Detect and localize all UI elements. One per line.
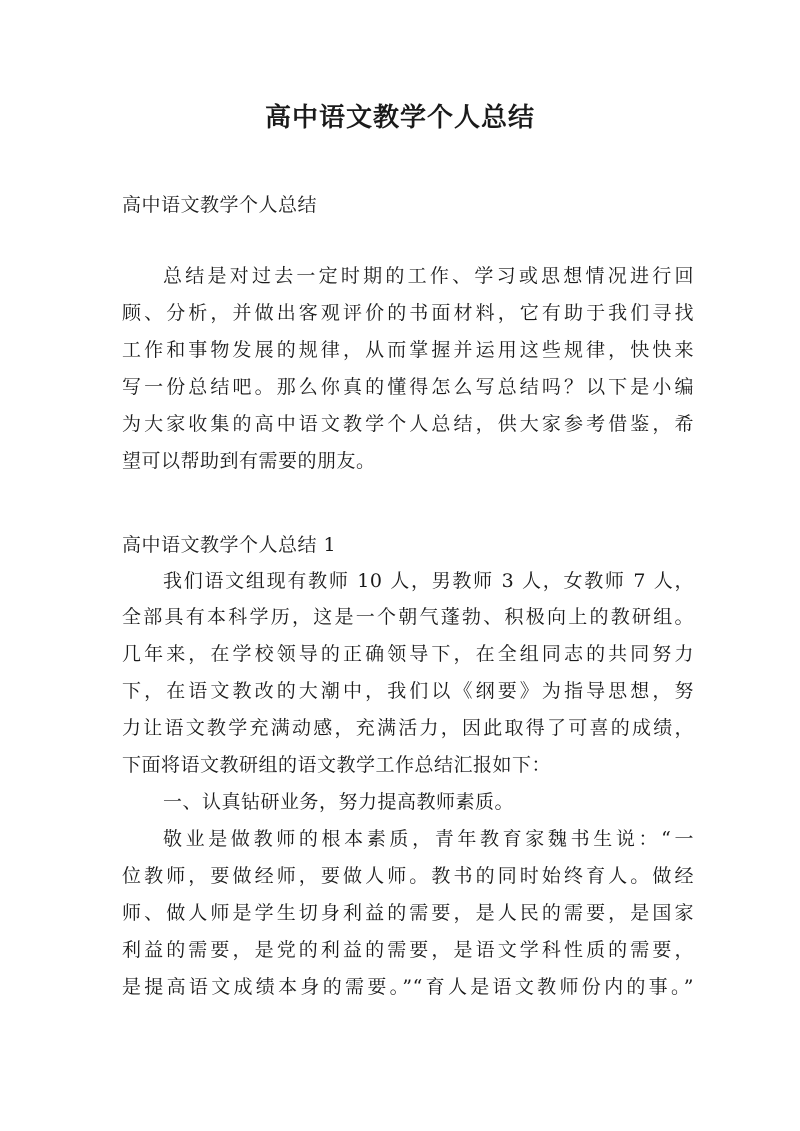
section-paragraph-line: 下面将语文教研组的语文教学工作总结汇报如下： — [122, 754, 552, 776]
point-paragraph-line: 是提高语文成绩本身的需要。”“育人是语文教师份内的事。” — [122, 976, 694, 998]
section-paragraph-line: 我们语文组现有教师 10 人，男教师 3 人，女教师 7 人， — [163, 570, 694, 592]
intro-line: 顾、分析，并做出客观评价的书面材料，它有助于我们寻找 — [122, 302, 694, 324]
point-paragraph-line: 敬业是做教师的根本素质，青年教育家魏书生说：“一 — [163, 828, 694, 850]
intro-line: 望可以帮助到有需要的朋友。 — [122, 450, 376, 472]
point-paragraph-line: 师、做人师是学生切身利益的需要，是人民的需要，是国家 — [122, 902, 694, 924]
document-subtitle: 高中语文教学个人总结 — [122, 194, 318, 216]
intro-line: 工作和事物发展的规律，从而掌握并运用这些规律，快快来 — [122, 339, 694, 361]
intro-line: 写一份总结吧。那么你真的懂得怎么写总结吗？以下是小编 — [122, 376, 694, 398]
section-heading: 高中语文教学个人总结 1 — [122, 534, 337, 556]
intro-line: 为大家收集的高中语文教学个人总结，供大家参考借鉴，希 — [122, 413, 694, 435]
section-paragraph-line: 全部具有本科学历，这是一个朝气蓬勃、积极向上的教研组。 — [122, 606, 694, 628]
point-paragraph-line: 位教师，要做经师，要做人师。教书的同时始终育人。做经 — [122, 865, 694, 887]
section-paragraph-line: 力让语文教学充满动感，充满活力，因此取得了可喜的成绩， — [122, 717, 694, 739]
section-paragraph-line: 几年来，在学校领导的正确领导下，在全组同志的共同努力 — [122, 643, 694, 665]
intro-line: 总结是对过去一定时期的工作、学习或思想情况进行回 — [163, 265, 694, 287]
point-paragraph-line: 利益的需要，是党的利益的需要，是语文学科性质的需要， — [122, 939, 694, 961]
document-title: 高中语文教学个人总结 — [264, 103, 535, 133]
section-paragraph-line: 下，在语文教改的大潮中，我们以《纲要》为指导思想，努 — [122, 680, 694, 702]
point-heading: 一、认真钻研业务，努力提高教师素质。 — [163, 791, 515, 813]
